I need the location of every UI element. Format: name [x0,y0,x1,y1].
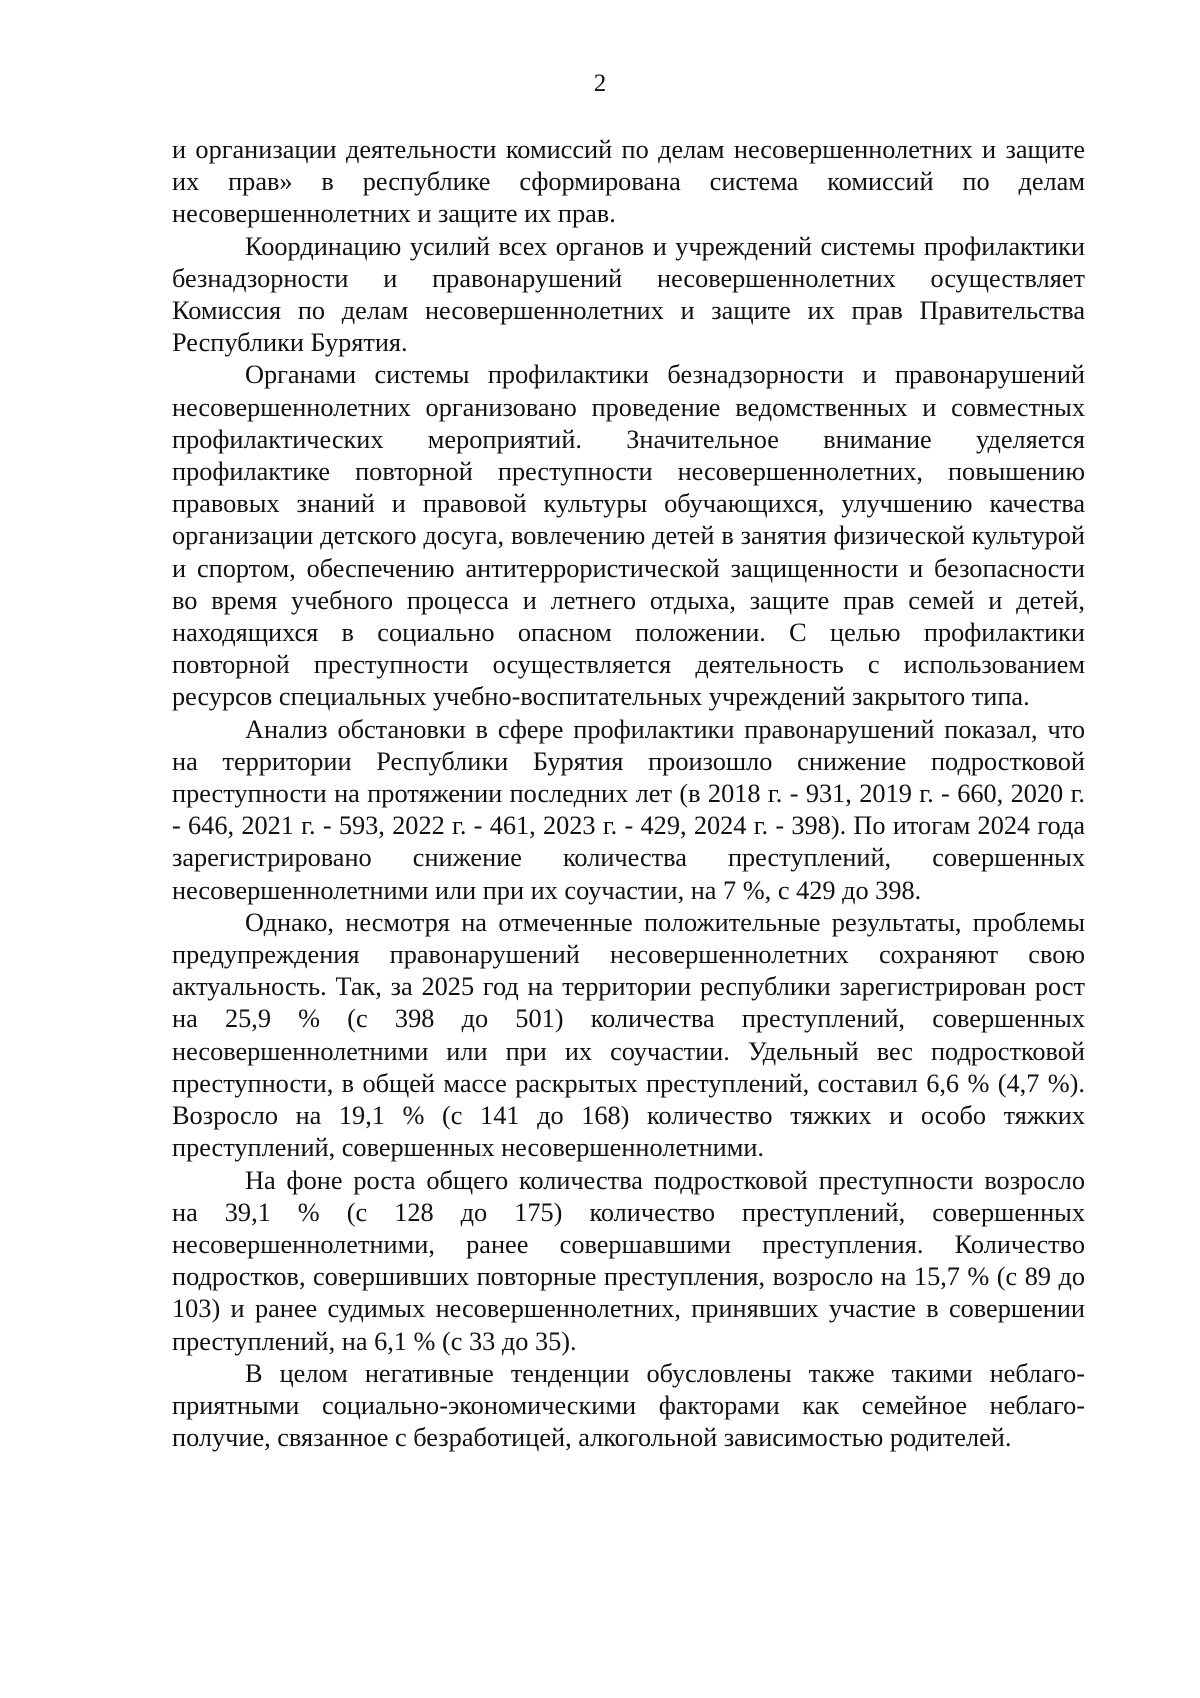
paragraph-negative-factors: В целом негативные тенденции обусловлены также такими неблагоприятными социально-экономическими факторами как семейное неблагополучие, связанное с безработицей, алкогольной зависимостью родителей. [172,1358,1085,1453]
paragraph-continuation: и организации деятельности комиссий по делам несовершеннолетних и защите их прав» в республике сформирована система комиссий по делам несовершеннолетних и защите их прав. [172,135,1085,229]
paragraph-crime-analysis: Анализ обстановки в сфере профилактики правонарушений показал, что на территории Республики Бурятия произошло снижение подростковой преступности на протяжении последних лет (в 2018 г. - 931, 2019 г. - 660, 2020 г. - 646, 2021 г. - 593, 2022 г. - 461, 2023 г. - 429, 2024 г. - 398). По итогам 2024 года зарегистрировано снижение количества преступлений, совершенных несовершеннолетними или при их соучастии, на 7 %, с 429 до 398. [172,714,1085,905]
paragraph-problems-2025: Однако, несмотря на отмеченные положительные результаты, проблемы предупреждения правонарушений несовершеннолетних сохраняют свою актуальность. Так, за 2025 год на территории республики зарегистрирован рост на 25,9 % (с 398 до 501) количества преступлений, совершенных несовершеннолетними или при их соучастии. Удельный вес подростковой преступности, в общей массе раскрытых преступлений, составил 6,6 % (4,7 %). Возросло на 19,1 % (с 141 до 168) количество тяжких и особо тяжких преступлений, совершенных несовершеннолетними. [172,907,1085,1163]
paragraph-prevention-measures: Органами системы профилактики безнадзорности и правонарушений несовершеннолетних организовано проведение ведомственных и совместных профилактических мероприятий. Значительное внимание уделяется профилактике повторной преступности несовершеннолетних, повышению правовых знаний и правовой культуры обучающихся, улучшению качества организации детского досуга, вовлечению детей в занятия физической культурой и спортом, обеспечению антитеррористической защищенности и безопасности во время учебного процесса и летнего отдыха, защите прав семей и детей, находящихся в социально опасном положении. С целью профилактики повторной преступности осуществляется деятельность с использованием ресурсов специальных учебно-воспитательных учреждений закрытого типа. [172,360,1085,712]
document-body [172,134,1085,1454]
page-number: 2 [593,70,607,97]
paragraph-repeat-offenses: На фоне роста общего количества подростковой преступности возросло на 39,1 % (с 128 до 175) количество преступлений, совершенных несовершеннолетними, ранее совершавшими преступления. Количество подростков, совершивших повторные преступления, возросло на 15,7 % (с 89 до 103) и ранее судимых несовершеннолетних, принявших участие в совершении преступлений, на 6,1 % (с 33 до 35). [172,1165,1085,1356]
paragraph-coordination: Координацию усилий всех органов и учреждений системы профилактики безнадзорности и правонарушений несовершеннолетних осуществляет Комиссия по делам несовершеннолетних и защите их прав Правительства Республики Бурятия. [172,231,1085,358]
